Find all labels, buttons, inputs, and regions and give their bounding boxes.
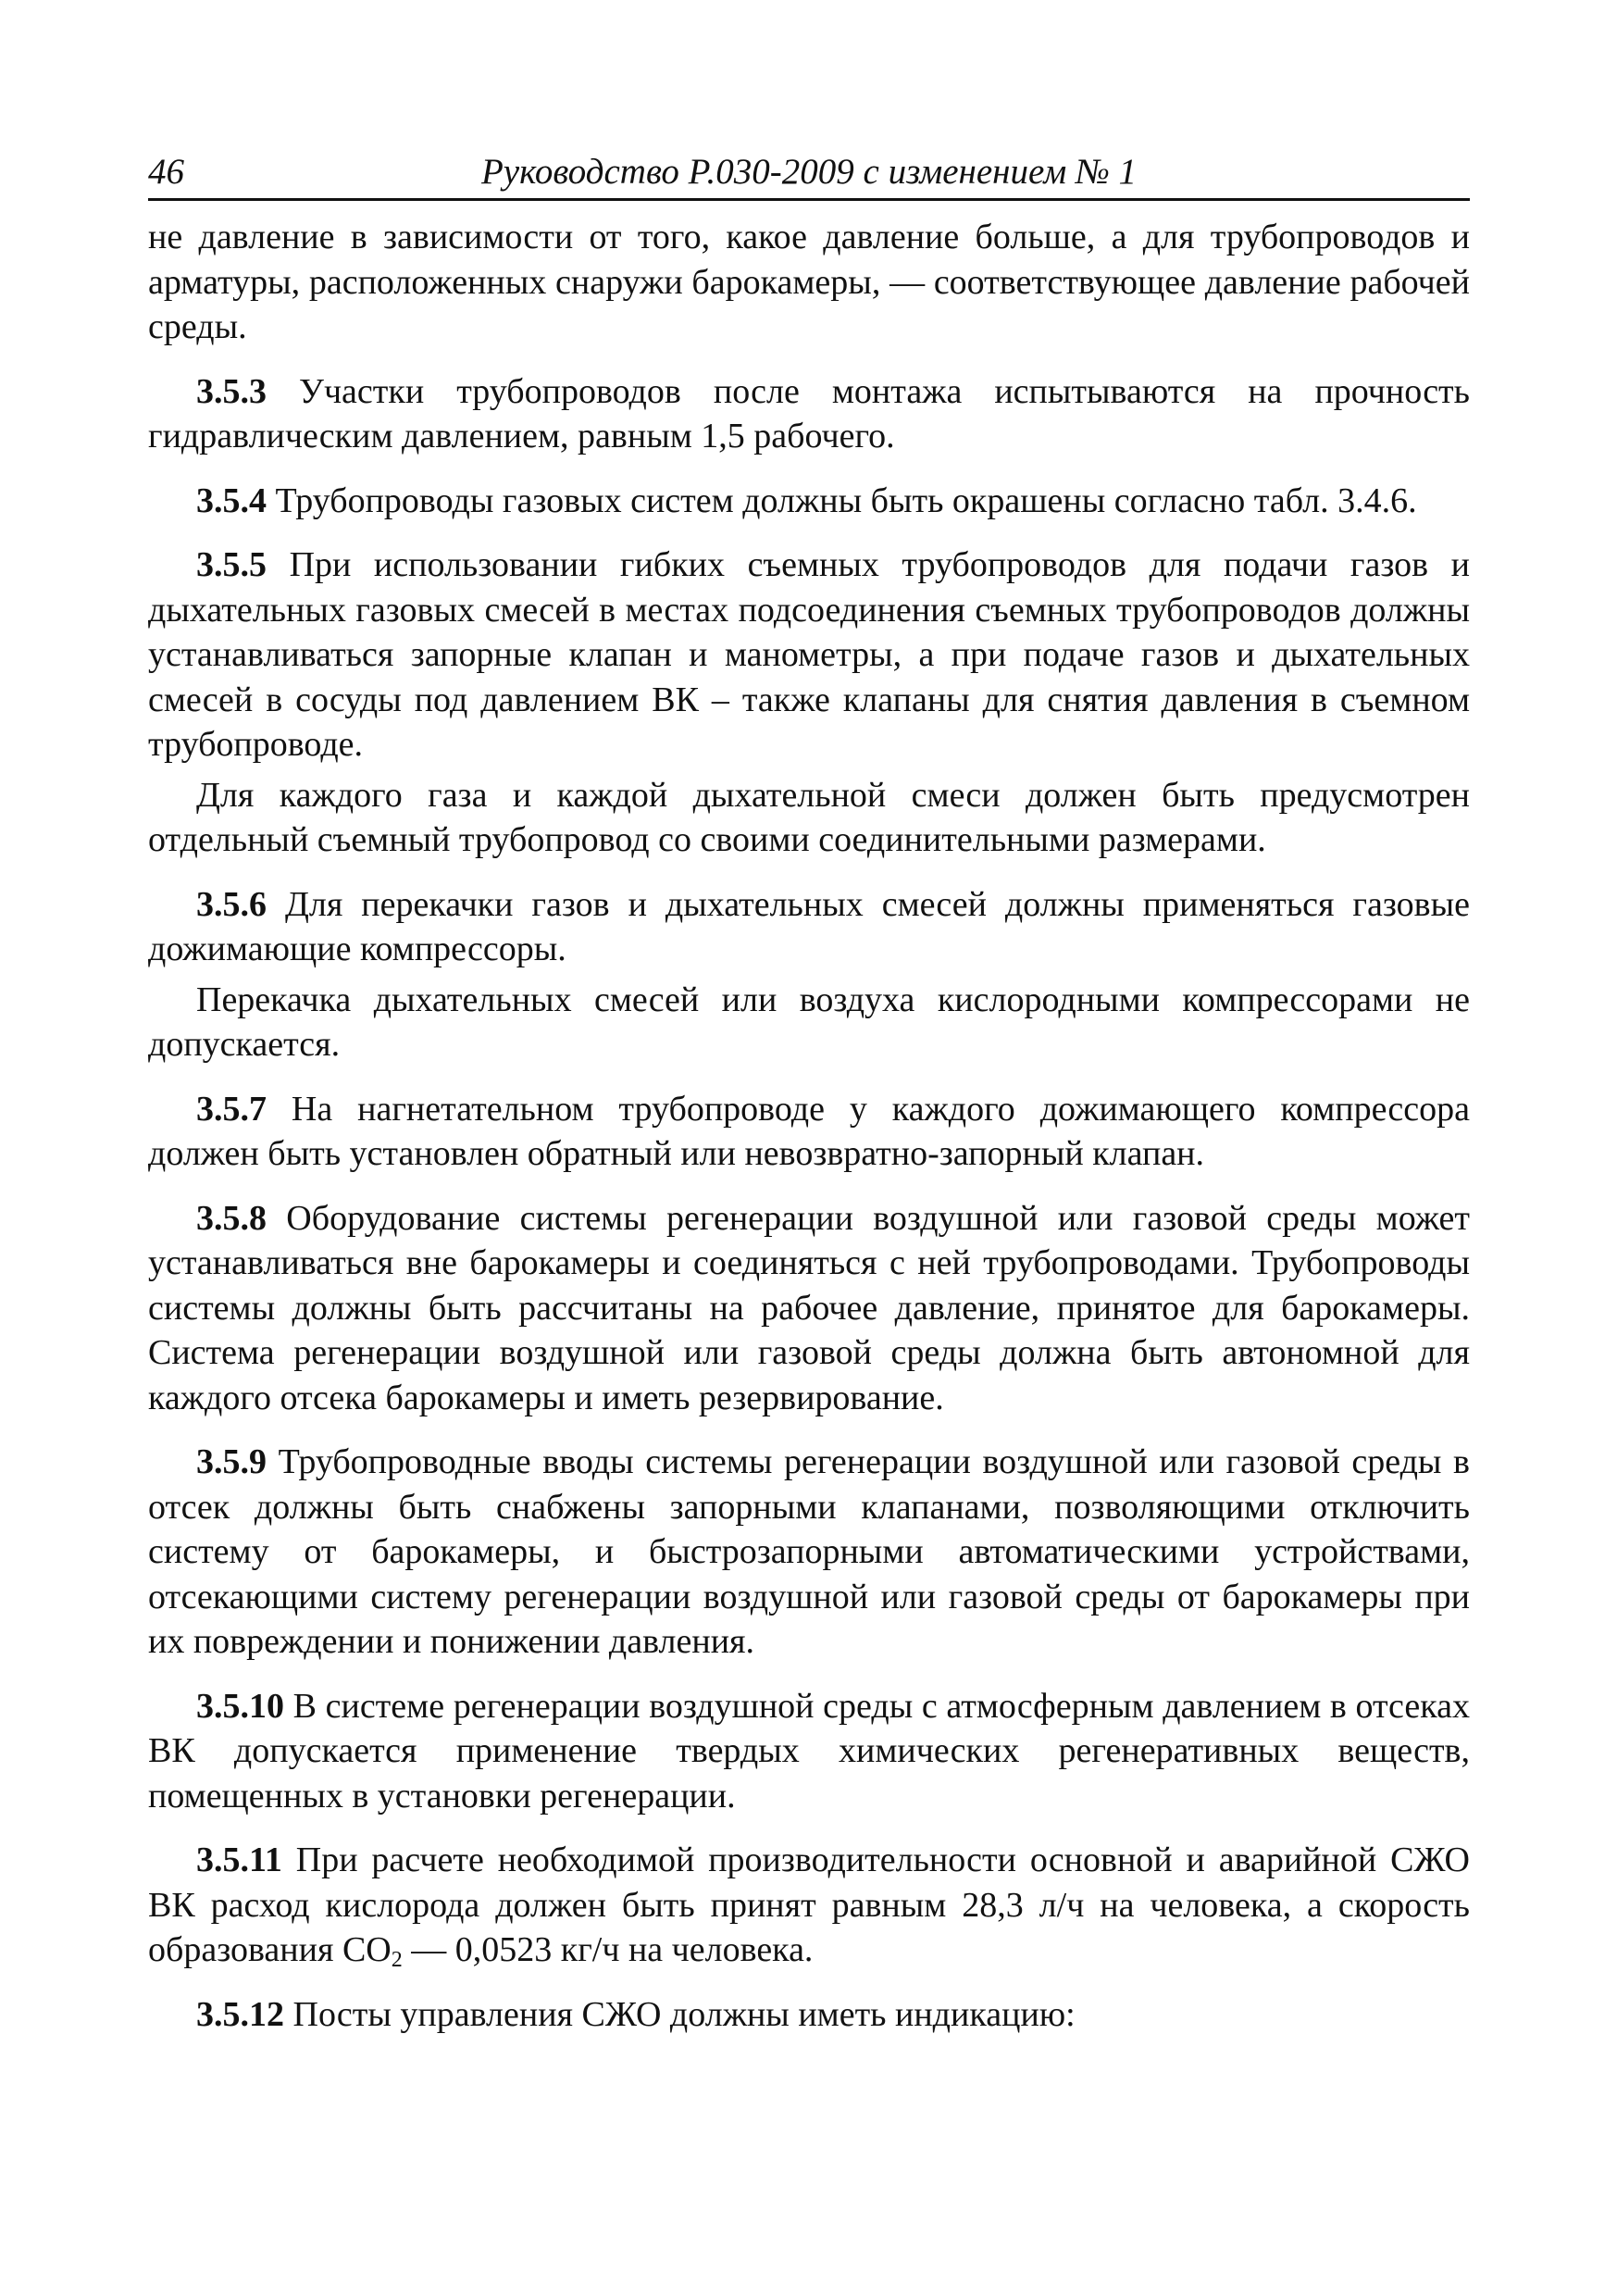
paragraph-text: Посты управления СЖО должны иметь индикацию: bbox=[284, 1994, 1076, 2034]
clause-3-5-11 bbox=[148, 1838, 1470, 1973]
clause-number: 3.5.10 bbox=[196, 1686, 284, 1726]
clause-3-5-9 bbox=[148, 1440, 1470, 1665]
clause-number: 3.5.4 bbox=[196, 480, 267, 520]
clause-number: 3.5.8 bbox=[196, 1198, 267, 1238]
header-divider bbox=[148, 198, 1470, 201]
clause-3-5-7 bbox=[148, 1087, 1470, 1177]
subscript: 2 bbox=[391, 1948, 403, 1972]
body-text bbox=[148, 215, 1470, 2037]
clause-3-5-6 bbox=[148, 882, 1470, 972]
clause-number: 3.5.12 bbox=[196, 1994, 284, 2034]
page-number: 46 bbox=[148, 152, 184, 192]
clause-number: 3.5.5 bbox=[196, 545, 267, 584]
running-title: Руководство Р.030-2009 с изменением № 1 bbox=[480, 152, 1138, 192]
paragraph-text: При расчете необходимой производительности основной и аварийной СЖО ВК расход кислорода должен быть принят равным 28,3 л/ч на человека, а скорость образования CO bbox=[148, 1841, 1470, 1969]
clause-3-5-5-note bbox=[148, 773, 1470, 863]
clause-3-5-4 bbox=[148, 479, 1470, 524]
paragraph-text: Перекачка дыхательных смесей или воздуха кислородными компрессорами не допускается. bbox=[148, 980, 1470, 1064]
clause-3-5-6-note bbox=[148, 978, 1470, 1067]
paragraph-text: Участки трубопроводов после монтажа испытываются на прочность гидравлическим давлением, равным 1,5 рабочего. bbox=[148, 371, 1470, 455]
clause-number: 3.5.9 bbox=[196, 1442, 267, 1481]
clause-number: 3.5.6 bbox=[196, 884, 267, 924]
clause-number: 3.5.3 bbox=[196, 371, 267, 411]
paragraph-text: не давление в зависимости от того, какое давление больше, а для трубопроводов и арматуры, расположенных снаружи барокамеры, — соответствующее давление рабочей среды. bbox=[148, 218, 1470, 346]
paragraph-text: Для перекачки газов и дыхательных смесей должны применяться газовые дожимающие компрессоры. bbox=[148, 884, 1470, 968]
clause-3-5-12 bbox=[148, 1992, 1470, 2038]
paragraph-text: В системе регенерации воздушной среды с атмосферным давлением в отсеках ВК допускается применение твердых химических регенеративных веществ, помещенных в установки регенерации. bbox=[148, 1686, 1470, 1816]
page-header bbox=[148, 146, 1470, 198]
clause-3-5-5 bbox=[148, 543, 1470, 767]
clause-number: 3.5.7 bbox=[196, 1089, 267, 1129]
clause-number: 3.5.11 bbox=[196, 1841, 282, 1879]
paragraph-text: При использовании гибких съемных трубопроводов для подачи газов и дыхательных газовых смесей в местах подсоединения съемных трубопроводов должны устанавливаться запорные клапан и манометры, а при подаче газов и дыхательных смесей в сосуды под давлением ВК – также клапаны для снятия давления в съемном трубопроводе. bbox=[148, 545, 1470, 764]
clause-3-5-8 bbox=[148, 1196, 1470, 1421]
clause-3-5-3 bbox=[148, 369, 1470, 459]
clause-3-5-10 bbox=[148, 1684, 1470, 1819]
paragraph-text: Для каждого газа и каждой дыхательной смеси должен быть предусмотрен отдельный съемный трубопровод со своими соединительными размерами. bbox=[148, 775, 1470, 859]
paragraph-continuation bbox=[148, 215, 1470, 350]
paragraph-text: Оборудование системы регенерации воздушной или газовой среды может устанавливаться вне барокамеры и соединяться с ней трубопроводами. Трубопроводы системы должны быть рассчитаны на рабочее давление, принятое для барокамеры. Система регенерации воздушной или газовой среды должна быть автономной для каждого отсека барокамеры и иметь резервирование. bbox=[148, 1198, 1470, 1417]
paragraph-text: Трубопроводы газовых систем должны быть окрашены согласно табл. 3.4.6. bbox=[267, 480, 1417, 520]
paragraph-text-tail: — 0,0523 кг/ч на человека. bbox=[402, 1930, 814, 1969]
paragraph-text: На нагнетательном трубопроводе у каждого дожимающего компрессора должен быть установлен обратный или невозвратно-запорный клапан. bbox=[148, 1089, 1470, 1173]
paragraph-text: Трубопроводные вводы системы регенерации воздушной или газовой среды в отсек должны быть снабжены запорными клапанами, позволяющими отключить систему от барокамеры, и быстрозапорными автоматическими устройствами, отсекающими систему регенерации воздушной или газовой среды от барокамеры при их повреждении и понижении давления. bbox=[148, 1442, 1470, 1661]
